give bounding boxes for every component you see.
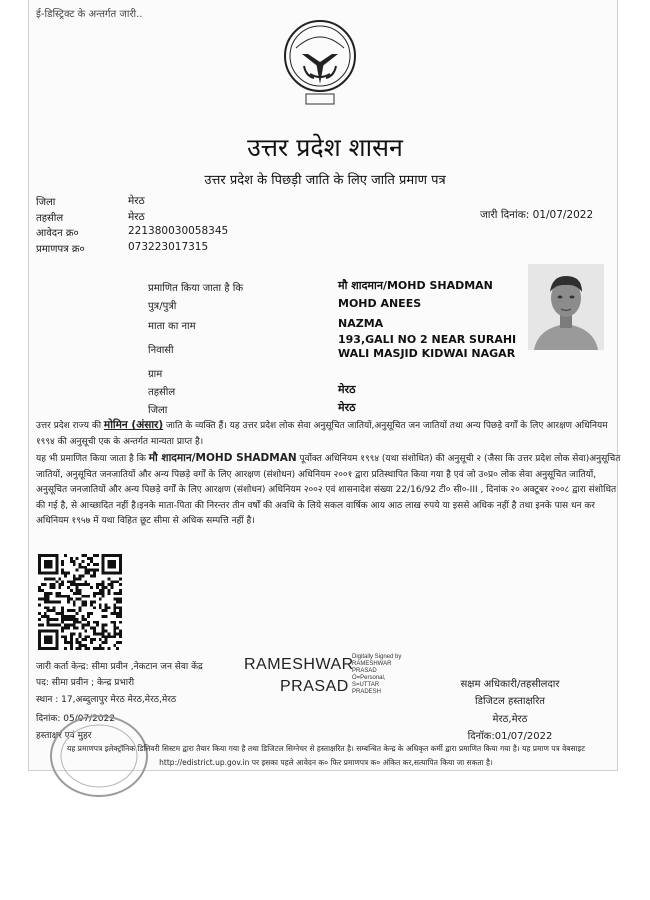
page-subtitle: उत्तर प्रदेश के पिछड़ी जाति के लिए जाति प्रमाण पत्र	[204, 173, 446, 188]
authority-date: दिनॉक:01/07/2022	[467, 731, 553, 742]
district-value: मेरठ	[128, 195, 145, 207]
digitally-signed-label: डिजिटल हस्ताक्षरित	[475, 696, 545, 707]
certificate-label: प्रमाणपत्र क्र०	[36, 244, 85, 255]
mother-name: NAZMA	[338, 317, 384, 330]
tehsil-value: मेरठ	[128, 211, 145, 223]
address-line-2: WALI MASJID KIDWAI NAGAR	[338, 347, 516, 360]
signer-name-line-2: PRASAD	[280, 678, 349, 695]
sig-line-4: O=Personal,	[352, 675, 386, 681]
up-emblem-icon	[282, 18, 358, 112]
certification-paragraph-start: यह भी प्रमाणित किया जाता है कि	[36, 454, 149, 464]
issuer-date: दिनांक: 05/07/2022	[36, 714, 116, 724]
issue-date: जारी दिनांक: 01/07/2022	[480, 209, 594, 221]
parent-name: MOHD ANEES	[338, 297, 422, 310]
authority-location: मेरठ,मेरठ	[492, 714, 528, 725]
certificate-number: 073223017315	[128, 241, 209, 253]
mother-label: माता का नाम	[148, 321, 196, 332]
sig-line-3: PRASAD	[352, 668, 377, 674]
authority-title: सक्षम अधिकारी/तहसीलदार	[460, 679, 560, 690]
sign-and-seal-label: हस्ताक्षर एवं मुहर	[36, 731, 92, 741]
certification-name: मौ शादमान/MOHD SHADMAN	[148, 452, 297, 464]
caste-paragraph-end: जाति के व्यक्ति हैं। यह उत्तर प्रदेश लोक सेवा अनुसूचित जातियों,अनुसूचित जन जातियों तथा अन्य पिछड़े वर्गों के लिए आरक्षण अधिनियम १९९४ की अनुसूची एक के अन्तर्गत मान्यता प्राप्त है।	[36, 421, 608, 447]
qr-code	[38, 554, 122, 650]
verification-note-2: http://edistrict.up.gov.in पर इसका पहले आवेदन क० फिर प्रमाणपत्र क० अंकित कर,सत्यापित किया जा सकता है।	[159, 758, 493, 767]
sig-line-2: RAMESHWAR	[352, 661, 392, 667]
application-number: 221380030058345	[128, 225, 229, 237]
applicant-photo	[528, 264, 604, 350]
issuer-center: जारी कर्ता केन्द्र: सीमा प्रवीन ,नेकटान जन सेवा केंद्र	[36, 662, 203, 672]
sig-line-1: Digitally Signed by	[352, 654, 402, 660]
village-label: ग्राम	[148, 369, 163, 380]
detail-district-value: मेरठ	[338, 401, 356, 414]
caste-paragraph	[36, 418, 621, 450]
resident-label: निवासी	[148, 345, 174, 356]
certification-paragraph	[36, 451, 621, 530]
application-label: आवेदन क्र०	[36, 228, 79, 239]
parent-label: पुत्र/पुत्री	[148, 301, 177, 312]
top-note: ई-डिस्ट्रिक्ट के अन्तर्गत जारी..	[36, 9, 143, 20]
sig-line-6: PRADESH	[352, 689, 382, 695]
certify-label: प्रमाणित किया जाता है कि	[148, 283, 244, 294]
address-line-1: 193,GALI NO 2 NEAR SURAHI	[338, 333, 517, 346]
detail-tehsil-value: मेरठ	[338, 383, 356, 396]
digital-signature-details	[352, 654, 401, 696]
page-title: उत्तर प्रदेश शासन	[247, 133, 403, 162]
sig-line-5: S=UTTAR	[352, 682, 380, 688]
applicant-name: मौ शादमान/MOHD SHADMAN	[338, 279, 493, 292]
certification-paragraph-end: पूर्वोक्त अधिनियम १९९४ (यथा संशोधित) की अनुसूची २ (जैसा कि उत्तर प्रदेश लोक सेवा)अनुसूचित जातियों, अनुसूचित जनजातियों और अन्य पिछड़े वर्गों के लिए आरक्षण (संशोधन) अधिनियम २००१ द्वारा प्रतिस्थापित किया गया है एवं जो उ०प्र० लोक सेवा अनुसूचित जातियों, अनुसूचित जनजातियों और अन्य पिछड़े वर्गों के लिए आरक्षण (संशोधन) अधिनियम २००२ एवं शासनादेश संख्या 22/16/92 टी० सी०-III , दिनांक २० अक्टूबर २००८ द्वारा संशोधित की गई है, से आच्छादित नहीं है।इनके माता-पिता की निरन्तर तीन वर्षों की अवधि के लिये सकल वार्षिक आय आठ लाख रुपये या इससे अधिक नहीं है तथा इनके पास धन कर अधिनियम १९५७ में यथा विहित छूट सीमा से अधिक सम्पत्ति नहीं है।	[36, 454, 621, 526]
caste-name: मोमिन (अंसार)	[103, 419, 164, 431]
district-label: जिला	[36, 197, 56, 208]
detail-tehsil-label: तहसील	[148, 387, 176, 398]
issuer-location: स्थान : 17,अब्दुलापुर मेरठ मेरठ,मेरठ,मेरठ	[36, 695, 177, 705]
tehsil-label: तहसील	[36, 213, 64, 224]
issuer-designation: पद: सीमा प्रवीन ; केन्द्र प्रभारी	[36, 678, 135, 688]
signer-name-line-1: RAMESHWAR	[244, 656, 354, 673]
caste-paragraph-start: उत्तर प्रदेश राज्य की	[36, 421, 104, 431]
verification-note-1: यह प्रमाणपत्र इलेक्ट्रॉनिक डिलिवरी सिस्टम द्वारा तैयार किया गया है तथा डिजिटल सिग्नेचर से हस्ताक्षरित है। सम्बन्धित केन्द्र के अधिकृत कर्मी द्वारा प्रमाणित किया गया है। यह प्रमाण पत्र वेबसाइट	[66, 744, 586, 753]
detail-district-label: जिला	[148, 405, 168, 416]
